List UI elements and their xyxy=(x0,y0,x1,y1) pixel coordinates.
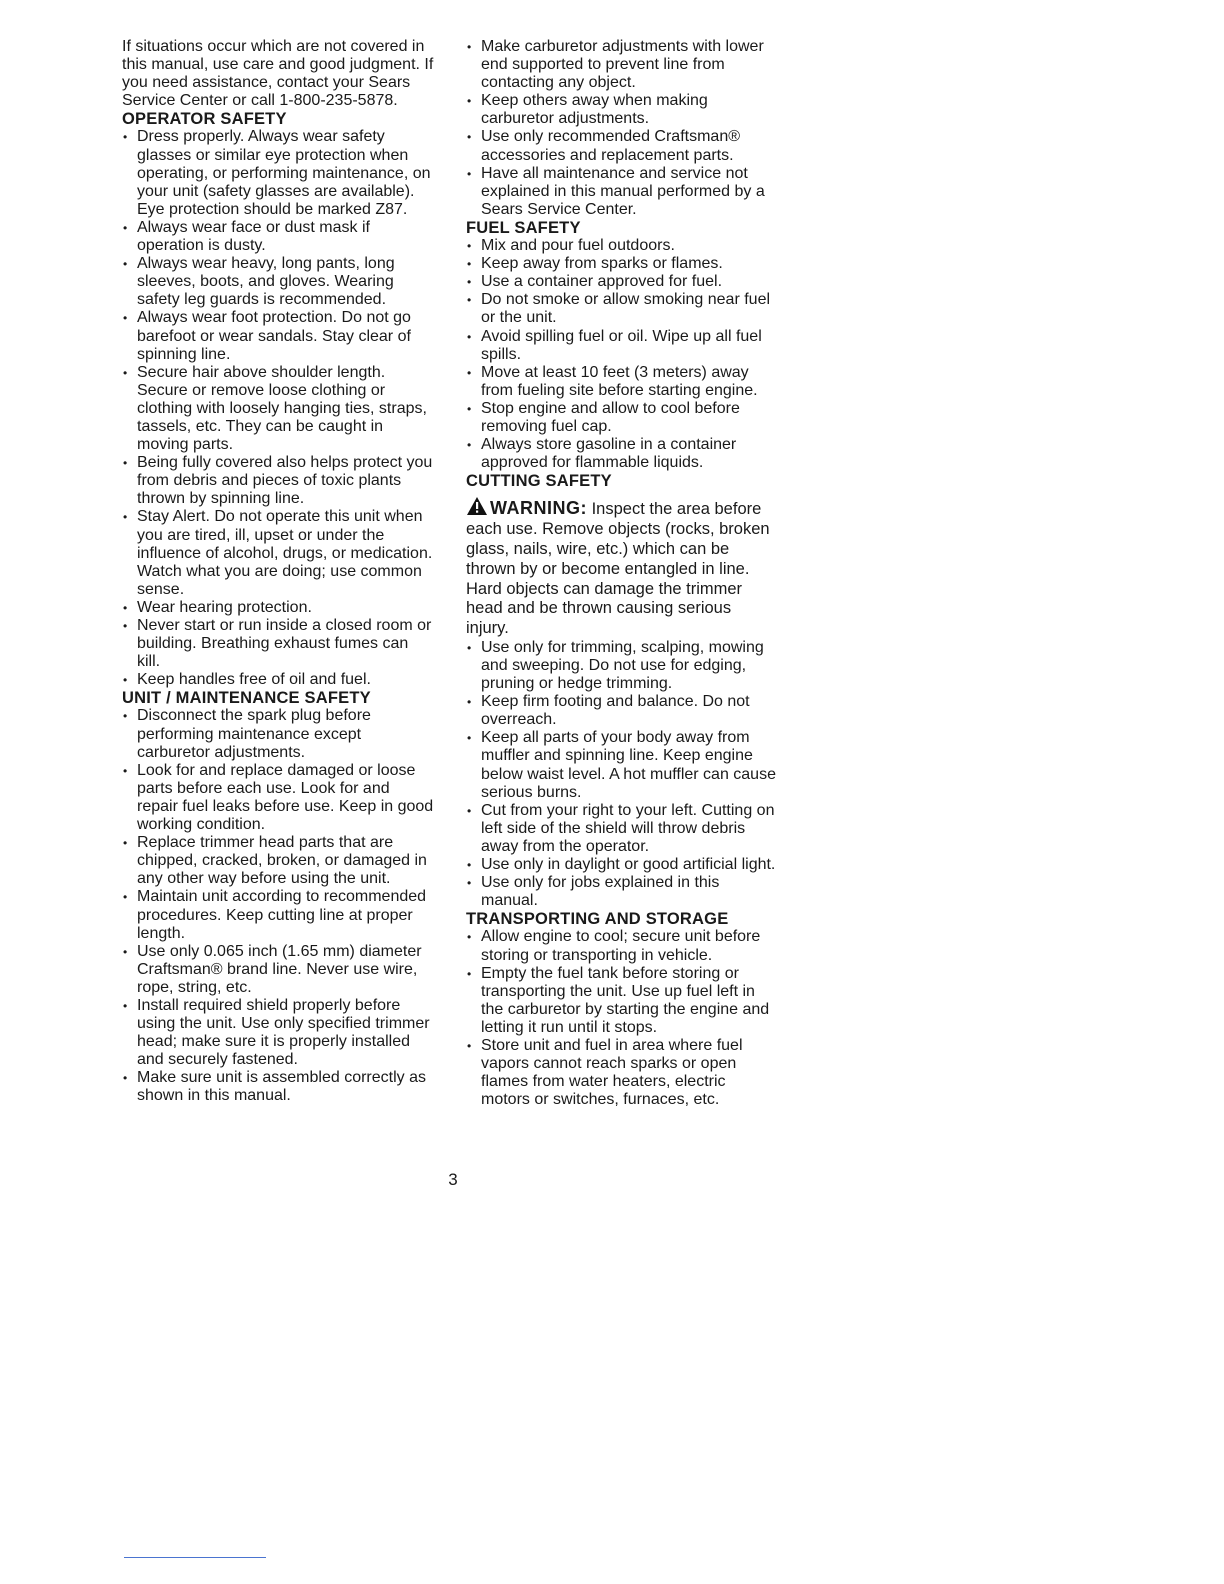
list-item: • Always wear foot protection. Do not go barefoot or wear sandals. Stay clear of spinning line. xyxy=(122,309,434,363)
warning-block xyxy=(466,496,778,639)
list-item: • Maintain unit according to recommended procedures. Keep cutting line at proper length. xyxy=(122,888,434,942)
list-item: • Keep all parts of your body away from muffler and spinning line. Keep engine below waist level. A hot muffler can cause serious burns. xyxy=(466,729,778,801)
cutting-safety-list xyxy=(466,639,778,910)
intro-paragraph: If situations occur which are not covered in this manual, use care and good judgment. If you need assistance, contact your Sears Service Center or call 1-800-235-5878. xyxy=(122,38,434,110)
list-item: • Store unit and fuel in area where fuel vapors cannot reach sparks or open flames from water heaters, electric motors or switches, furnaces, etc. xyxy=(466,1037,778,1109)
list-item: • Keep firm footing and balance. Do not overreach. xyxy=(466,693,778,729)
list-item: • Use a container approved for fuel. xyxy=(466,273,778,291)
list-item: • Stop engine and allow to cool before removing fuel cap. xyxy=(466,400,778,436)
list-item: • Always wear heavy, long pants, long sleeves, boots, and gloves. Wearing safety leg guards is recommended. xyxy=(122,255,434,309)
list-item: • Have all maintenance and service not explained in this manual performed by a Sears Service Center. xyxy=(466,165,778,219)
maintenance-safety-list xyxy=(122,707,434,1105)
list-item: • Cut from your right to your left. Cutting on left side of the shield will throw debris away from the operator. xyxy=(466,802,778,856)
transporting-storage-list xyxy=(466,928,778,1109)
list-item: • Install required shield properly before using the unit. Use only specified trimmer head; make sure it is properly installed and securely fastened. xyxy=(122,997,434,1069)
list-item: • Never start or run inside a closed room or building. Breathing exhaust fumes can kill. xyxy=(122,617,434,671)
left-column xyxy=(122,38,434,1106)
list-item: • Use only 0.065 inch (1.65 mm) diameter Craftsman® brand line. Never use wire, rope, string, etc. xyxy=(122,943,434,997)
list-item: • Keep handles free of oil and fuel. xyxy=(122,671,434,689)
fuel-safety-list xyxy=(466,237,778,472)
list-item: • Look for and replace damaged or loose parts before each use. Look for and repair fuel leaks before use. Keep in good working condition. xyxy=(122,762,434,834)
list-item: • Disconnect the spark plug before performing maintenance except carburetor adjustments. xyxy=(122,707,434,761)
operator-safety-list xyxy=(122,128,434,689)
list-item: • Make carburetor adjustments with lower end supported to prevent line from contacting any object. xyxy=(466,38,778,92)
page-number: 3 xyxy=(448,1170,458,1189)
list-item: • Always store gasoline in a container approved for flammable liquids. xyxy=(466,436,778,472)
list-item: • Use only for jobs explained in this manual. xyxy=(466,874,778,910)
operator-safety-heading: OPERATOR SAFETY xyxy=(122,110,287,129)
list-item: • Allow engine to cool; secure unit before storing or transporting in vehicle. xyxy=(466,928,778,964)
warning-triangle-icon xyxy=(466,496,488,516)
list-item: • Being fully covered also helps protect you from debris and pieces of toxic plants thrown by spinning line. xyxy=(122,454,434,508)
transporting-storage-heading: TRANSPORTING AND STORAGE xyxy=(466,910,729,929)
list-item: • Wear hearing protection. xyxy=(122,599,434,617)
right-column xyxy=(466,38,778,1109)
list-item: • Keep away from sparks or flames. xyxy=(466,255,778,273)
list-item: • Keep others away when making carburetor adjustments. xyxy=(466,92,778,128)
list-item: • Empty the fuel tank before storing or transporting the unit. Use up fuel left in the carburetor by starting the engine and letting it run until it stops. xyxy=(466,965,778,1037)
maintenance-safety-heading: UNIT / MAINTENANCE SAFETY xyxy=(122,689,371,708)
list-item: • Secure hair above shoulder length. Secure or remove loose clothing or clothing with loosely hanging ties, straps, tassels, etc. They can be caught in moving parts. xyxy=(122,364,434,454)
cutting-safety-heading: CUTTING SAFETY xyxy=(466,472,612,491)
list-item: • Stay Alert. Do not operate this unit when you are tired, ill, upset or under the influence of alcohol, drugs, or medication. Watch what you are doing; use common sense. xyxy=(122,508,434,598)
list-item: • Replace trimmer head parts that are chipped, cracked, broken, or damaged in any other way before using the unit. xyxy=(122,834,434,888)
list-item: • Always wear face or dust mask if operation is dusty. xyxy=(122,219,434,255)
list-item: • Use only for trimming, scalping, mowing and sweeping. Do not use for edging, pruning or hedge trimming. xyxy=(466,639,778,693)
list-item: • Avoid spilling fuel or oil. Wipe up all fuel spills. xyxy=(466,328,778,364)
footer-rule xyxy=(124,1557,266,1558)
list-item: • Use only in daylight or good artificial light. xyxy=(466,856,778,874)
list-item: • Dress properly. Always wear safety glasses or similar eye protection when operating, or performing maintenance, on your unit (safety glasses are available). Eye protection should be marked Z87. xyxy=(122,128,434,218)
list-item: • Do not smoke or allow smoking near fuel or the unit. xyxy=(466,291,778,327)
maintenance-safety-list-continued xyxy=(466,38,778,219)
list-item: • Mix and pour fuel outdoors. xyxy=(466,237,778,255)
list-item: • Move at least 10 feet (3 meters) away from fueling site before starting engine. xyxy=(466,364,778,400)
list-item: • Use only recommended Craftsman® accessories and replacement parts. xyxy=(466,128,778,164)
fuel-safety-heading: FUEL SAFETY xyxy=(466,218,581,237)
warning-text: Inspect the area before each use. Remove objects (rocks, broken glass, nails, wire, etc.) which can be thrown by or become entangled in line. Hard objects can damage the trimmer head and be thrown causing serious injury. xyxy=(466,500,770,638)
list-item: • Make sure unit is assembled correctly as shown in this manual. xyxy=(122,1069,434,1105)
warning-label: WARNING: xyxy=(490,498,587,519)
